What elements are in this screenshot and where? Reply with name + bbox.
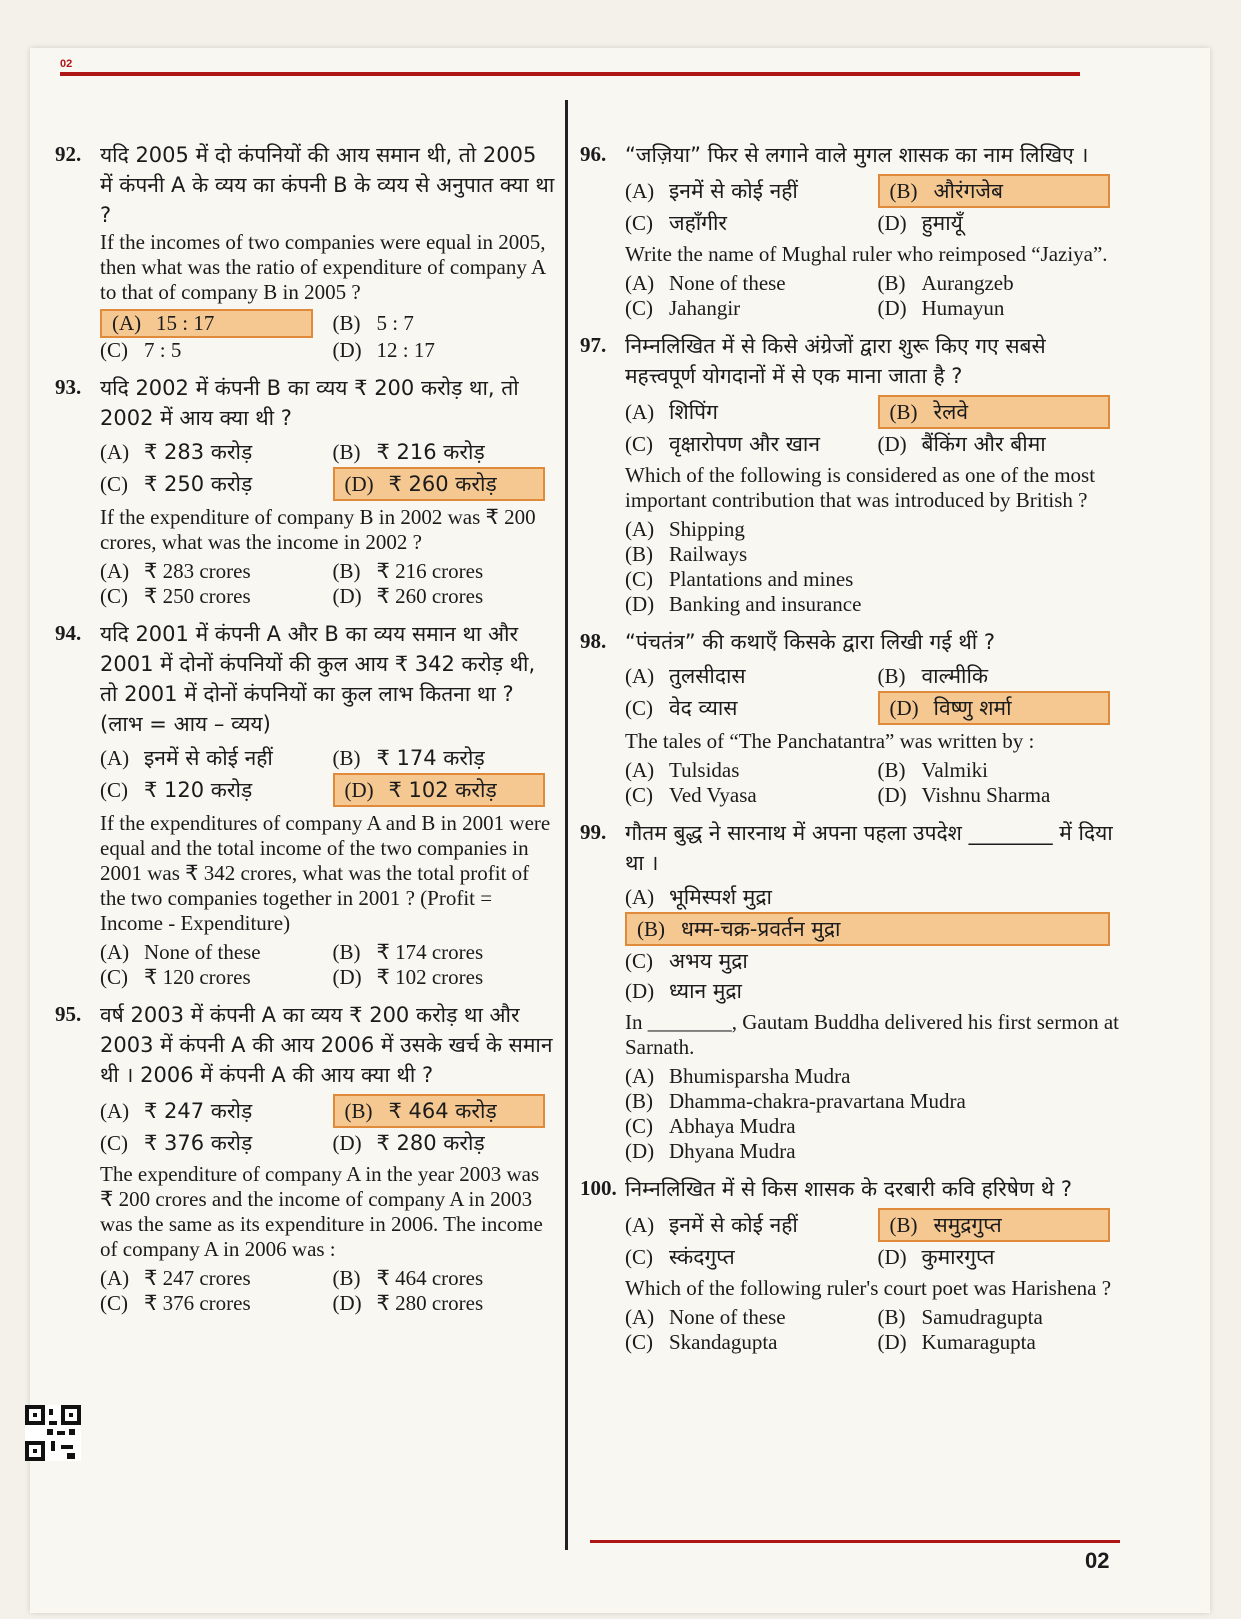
option: [625, 296, 868, 321]
option-label: (B): [332, 559, 361, 583]
option-text: औरंगजेब: [933, 179, 1003, 203]
option-label: (D): [877, 296, 907, 320]
question-text-hindi: “जज़िया” फिर से लगाने वाले मुगल शासक का नाम लिखिए ।: [625, 143, 1089, 167]
option-label: (D): [877, 211, 907, 235]
option-label: (D): [877, 783, 907, 807]
option-text: Valmiki: [921, 758, 988, 782]
option-label: (C): [100, 1131, 128, 1155]
question-text-hindi: वर्ष 2003 में कंपनी A का व्यय ₹ 200 करोड़ था और 2003 में कंपनी A की आय 2006 में उसके खर्च के समान थी । 2006 में कंपनी A की आय क्या थी ?: [100, 1003, 553, 1087]
question-text-english: If the expenditures of company A and B in 2001 were equal and the total income of the two companies in 2001 was ₹ 342 crores, what was the total profit of the two companies together in 2001 ? (Profit = Income - Expenditure): [100, 811, 551, 935]
option-correct: [625, 912, 1110, 946]
option-text: बैंकिंग और बीमा: [921, 432, 1046, 456]
option-text: ₹ 464 crores: [376, 1266, 484, 1290]
option: [100, 1266, 323, 1291]
option-text: None of these: [144, 940, 261, 964]
option-label: (A): [100, 746, 130, 770]
qr-code-icon: [25, 1405, 81, 1461]
option-text: जहाँगीर: [669, 211, 728, 235]
option-text: 15 : 17: [156, 311, 215, 335]
option-label: (A): [625, 517, 655, 541]
option-label: (A): [625, 664, 655, 688]
option-label: (B): [332, 440, 361, 464]
bottom-rule: [590, 1540, 1120, 1543]
option-correct: [878, 691, 1111, 725]
option-text: None of these: [669, 271, 786, 295]
option: [100, 467, 323, 501]
option-text: ₹ 174 crores: [376, 940, 484, 964]
option-text: ₹ 376 करोड़: [144, 1131, 253, 1155]
option: [333, 965, 556, 990]
option-text: Vishnu Sharma: [921, 783, 1051, 807]
question-text-hindi: निम्नलिखित में से किस शासक के दरबारी कवि हरिषेण थे ?: [625, 1177, 1073, 1201]
option-label: (C): [625, 211, 653, 235]
option-label: (A): [625, 400, 655, 424]
option-label: (C): [625, 696, 653, 720]
option-text: Samudragupta: [921, 1305, 1043, 1329]
option-text: वाल्मीकि: [921, 664, 989, 688]
question-body: [100, 1000, 555, 1316]
option-label: (A): [625, 885, 655, 909]
option: [878, 271, 1121, 296]
option-label: (A): [100, 559, 130, 583]
option-list: [625, 395, 1120, 459]
option: [333, 743, 556, 773]
option: [625, 1330, 868, 1355]
question-number: 99.: [580, 820, 607, 844]
option-list: [100, 559, 555, 609]
option: [625, 1064, 1120, 1089]
option-label: (D): [625, 592, 655, 616]
option-text: ₹ 216 करोड़: [376, 440, 485, 464]
option-text: Ved Vyasa: [669, 783, 757, 807]
option-label: (C): [625, 296, 653, 320]
option-text: Kumaragupta: [921, 1330, 1036, 1354]
option: [100, 965, 323, 990]
option: [625, 1305, 868, 1330]
option-label: (B): [889, 400, 918, 424]
option-label: (D): [344, 472, 374, 496]
option: [625, 592, 1120, 617]
option: [625, 661, 868, 691]
option-label: (C): [625, 949, 653, 973]
option-list: [625, 758, 1120, 808]
option: [100, 1128, 323, 1158]
option-text: Humayun: [921, 296, 1005, 320]
option-text: Dhamma-chakra-pravartana Mudra: [669, 1089, 966, 1113]
option-text: स्कंदगुप्त: [669, 1245, 735, 1269]
option: [100, 437, 323, 467]
option: [625, 395, 868, 429]
option-text: कुमारगुप्त: [921, 1245, 995, 1269]
option: [878, 429, 1121, 459]
top-rule: [60, 72, 1080, 76]
question-body: [625, 331, 1120, 617]
option-text: ₹ 247 crores: [144, 1266, 251, 1290]
question-block: [580, 818, 1120, 1164]
option-label: (B): [877, 271, 906, 295]
option: [878, 783, 1121, 808]
option: [625, 758, 868, 783]
option-label: (C): [625, 567, 653, 591]
left-column: [55, 140, 555, 1326]
option: [625, 976, 1120, 1006]
option-text: ₹ 216 crores: [376, 559, 484, 583]
option-correct: [878, 1208, 1111, 1242]
option-text: रेलवे: [933, 400, 969, 424]
option-text: ₹ 120 crores: [144, 965, 251, 989]
option-label: (C): [625, 783, 653, 807]
option: [100, 338, 323, 363]
option: [878, 758, 1121, 783]
option-label: (D): [877, 1330, 907, 1354]
option-text: तुलसीदास: [669, 664, 746, 688]
option-label: (D): [332, 1131, 362, 1155]
option-text: Jahangir: [669, 296, 741, 320]
option-label: (A): [100, 940, 130, 964]
option-label: (D): [332, 965, 362, 989]
question-body: [625, 818, 1120, 1164]
option-text: हुमायूँ: [921, 211, 963, 235]
question-number: 95.: [55, 1002, 82, 1026]
option: [625, 429, 868, 459]
question-body: [625, 140, 1120, 321]
question-number: 93.: [55, 375, 82, 399]
option-correct: [333, 773, 546, 807]
option-list: [100, 437, 555, 501]
right-column: [580, 140, 1120, 1365]
question-block: [580, 627, 1120, 808]
option-text: ₹ 102 करोड़: [388, 778, 497, 802]
option-text: अभय मुद्रा: [669, 949, 748, 973]
option-label: (B): [332, 746, 361, 770]
question-text-english: If the expenditure of company B in 2002 was ₹ 200 crores, what was the income in 2002 ?: [100, 505, 536, 554]
page-code: 02: [60, 58, 73, 70]
option-list: [625, 517, 1120, 617]
option-label: (D): [625, 1139, 655, 1163]
option: [625, 1242, 868, 1272]
option-text: ₹ 250 करोड़: [144, 472, 253, 496]
option: [625, 783, 868, 808]
question-block: [55, 1000, 555, 1316]
question-block: [580, 140, 1120, 321]
question-text-english: If the incomes of two companies were equal in 2005, then what was the ratio of expenditure of company A to that of company B in 2005 ?: [100, 230, 546, 304]
question-text-english: The tales of “The Panchatantra” was written by :: [625, 729, 1035, 753]
option: [625, 882, 1120, 912]
option-label: (C): [100, 778, 128, 802]
option-text: Aurangzeb: [921, 271, 1014, 295]
option-text: ₹ 283 crores: [144, 559, 251, 583]
option-label: (B): [625, 1089, 653, 1113]
option-text: Plantations and mines: [669, 567, 854, 591]
option-label: (D): [889, 696, 919, 720]
option-text: ₹ 102 crores: [376, 965, 484, 989]
option-label: (C): [100, 338, 128, 362]
option-label: (A): [625, 1213, 655, 1237]
option: [878, 661, 1121, 691]
option-text: ₹ 280 crores: [376, 1291, 484, 1315]
option-text: ₹ 174 करोड़: [376, 746, 485, 770]
option-label: (B): [332, 940, 361, 964]
option-text: ₹ 247 करोड़: [144, 1099, 253, 1123]
option-list: [625, 1208, 1120, 1272]
option-list: [625, 882, 1120, 1006]
option: [878, 1242, 1121, 1272]
option-label: (C): [100, 1291, 128, 1315]
question-block: [580, 1174, 1120, 1355]
question-number: 97.: [580, 333, 607, 357]
option-list: [625, 174, 1120, 238]
column-divider: [565, 100, 568, 1550]
option-text: भूमिस्पर्श मुद्रा: [669, 885, 772, 909]
question-text-hindi: यदि 2002 में कंपनी B का व्यय ₹ 200 करोड़ था, तो 2002 में आय क्या थी ?: [100, 376, 519, 430]
option-label: (A): [625, 271, 655, 295]
option-label: (C): [625, 1114, 653, 1138]
option: [878, 296, 1121, 321]
question-block: [55, 140, 555, 363]
option-text: इनमें से कोई नहीं: [144, 746, 273, 770]
option-list: [625, 271, 1120, 321]
option-text: ₹ 283 करोड़: [144, 440, 253, 464]
question-block: [55, 619, 555, 990]
option: [333, 309, 556, 338]
option-label: (B): [625, 542, 653, 566]
option: [625, 567, 1120, 592]
option-text: धम्म-चक्र-प्रवर्तन मुद्रा: [681, 917, 841, 941]
page-number: 02: [1085, 1548, 1110, 1573]
option: [878, 1305, 1121, 1330]
option-label: (D): [625, 979, 655, 1003]
option-text: Banking and insurance: [669, 592, 862, 616]
option: [333, 584, 556, 609]
question-text-hindi: यदि 2005 में दो कंपनियों की आय समान थी, तो 2005 में कंपनी A के व्यय का कंपनी B के व्यय से अनुपात क्या था ?: [100, 143, 555, 227]
option-text: Railways: [669, 542, 748, 566]
option-label: (B): [344, 1099, 373, 1123]
question-text-english: Which of the following is considered as one of the most important contribution that was introduced by British ?: [625, 463, 1096, 512]
question-text-hindi: निम्नलिखित में से किसे अंग्रेजों द्वारा शुरू किए गए सबसे महत्त्वपूर्ण योगदानों में से एक माना जाता है ?: [625, 334, 1046, 388]
question-text-english: Write the name of Mughal ruler who reimposed “Jaziya”.: [625, 242, 1108, 266]
option: [625, 946, 1120, 976]
option-text: ₹ 260 करोड़: [388, 472, 497, 496]
question-number: 98.: [580, 629, 607, 653]
option: [333, 940, 556, 965]
option-text: ध्यान मुद्रा: [669, 979, 742, 1003]
option-text: ₹ 376 crores: [144, 1291, 251, 1315]
option-label: (A): [625, 758, 655, 782]
option-label: (C): [100, 472, 128, 496]
question-body: [100, 373, 555, 609]
option-label: (A): [112, 311, 142, 335]
option-correct: [878, 395, 1111, 429]
option: [100, 1094, 323, 1128]
option-list: [100, 1266, 555, 1316]
option-correct: [333, 467, 546, 501]
option-list: [100, 940, 555, 990]
option-label: (D): [877, 432, 907, 456]
question-body: [100, 140, 555, 363]
option: [100, 559, 323, 584]
option-correct: [100, 309, 313, 338]
option-correct: [878, 174, 1111, 208]
option-text: वेद व्यास: [669, 696, 738, 720]
option-label: (A): [625, 179, 655, 203]
option-list: [625, 1064, 1120, 1164]
option-label: (A): [100, 1099, 130, 1123]
question-text-english: Which of the following ruler's court poet was Harishena ?: [625, 1276, 1112, 1300]
option: [333, 1291, 556, 1316]
option-list: [100, 1094, 555, 1158]
option: [625, 174, 868, 208]
option-label: (D): [332, 1291, 362, 1315]
option-text: इनमें से कोई नहीं: [669, 179, 798, 203]
option-label: (C): [625, 1330, 653, 1354]
option-label: (B): [877, 1305, 906, 1329]
question-text-english: In ________, Gautam Buddha delivered his first sermon at Sarnath.: [625, 1010, 1119, 1059]
question-text-hindi: यदि 2001 में कंपनी A और B का व्यय समान था और 2001 में दोनों कंपनियों की कुल आय ₹ 342 करोड़ थी, तो 2001 में दोनों कंपनियों का कुल लाभ कितना था ? (लाभ = आय – व्यय): [100, 622, 536, 736]
option-label: (B): [332, 311, 361, 335]
option: [333, 338, 556, 363]
option: [100, 584, 323, 609]
option-list: [100, 309, 555, 363]
option-text: इनमें से कोई नहीं: [669, 1213, 798, 1237]
option-text: समुद्रगुप्त: [933, 1213, 1002, 1237]
option-label: (B): [877, 664, 906, 688]
question-body: [625, 627, 1120, 808]
option-label: (C): [100, 965, 128, 989]
question-text-hindi: गौतम बुद्ध ने सारनाथ में अपना पहला उपदेश ________ में दिया था ।: [625, 821, 1113, 875]
option-correct: [333, 1094, 546, 1128]
option: [333, 1128, 556, 1158]
option: [625, 542, 1120, 567]
question-text-hindi: “पंचतंत्र” की कथाएँ किसके द्वारा लिखी गई थीं ?: [625, 630, 996, 654]
option: [625, 1089, 1120, 1114]
option: [625, 691, 868, 725]
option: [625, 1208, 868, 1242]
option-label: (A): [100, 440, 130, 464]
option: [333, 437, 556, 467]
option: [625, 271, 868, 296]
question-number: 96.: [580, 142, 607, 166]
option-label: (D): [877, 1245, 907, 1269]
option-label: (C): [625, 1245, 653, 1269]
option-text: Skandagupta: [669, 1330, 778, 1354]
question-number: 92.: [55, 142, 82, 166]
question-block: [55, 373, 555, 609]
option-text: वृक्षारोपण और खान: [669, 432, 821, 456]
option-label: (D): [332, 338, 362, 362]
question-number: 100.: [580, 1176, 617, 1200]
option: [625, 208, 868, 238]
option-text: Abhaya Mudra: [669, 1114, 796, 1138]
question-text-english: The expenditure of company A in the year 2003 was ₹ 200 crores and the income of company A in 2003 was the same as its expenditure in 2006. The income of company A in 2006 was :: [100, 1162, 543, 1261]
option-list: [625, 661, 1120, 725]
option: [333, 559, 556, 584]
option-text: ₹ 250 crores: [144, 584, 251, 608]
option: [100, 773, 323, 807]
option-label: (B): [637, 917, 665, 941]
option-text: ₹ 260 crores: [376, 584, 484, 608]
option: [625, 517, 1120, 542]
option-list: [625, 1305, 1120, 1355]
option-text: Bhumisparsha Mudra: [669, 1064, 851, 1088]
option-label: (B): [877, 758, 906, 782]
option-text: शिपिंग: [669, 400, 718, 424]
option-list: [100, 743, 555, 807]
question-number: 94.: [55, 621, 82, 645]
option-text: Tulsidas: [669, 758, 740, 782]
option-label: (B): [889, 1213, 918, 1237]
option: [333, 1266, 556, 1291]
option-text: 12 : 17: [376, 338, 435, 362]
option: [100, 743, 323, 773]
option-text: ₹ 464 करोड़: [388, 1099, 497, 1123]
option: [878, 1330, 1121, 1355]
option-text: ₹ 280 करोड़: [376, 1131, 485, 1155]
option-label: (A): [100, 1266, 130, 1290]
option-text: Dhyana Mudra: [669, 1139, 796, 1163]
option-label: (D): [344, 778, 374, 802]
question-block: [580, 331, 1120, 617]
option-label: (B): [889, 179, 918, 203]
option: [625, 1114, 1120, 1139]
option-label: (C): [100, 584, 128, 608]
option: [878, 208, 1121, 238]
option-text: Shipping: [669, 517, 745, 541]
option: [625, 1139, 1120, 1164]
option-text: ₹ 120 करोड़: [144, 778, 253, 802]
option: [100, 1291, 323, 1316]
option-label: (D): [332, 584, 362, 608]
option-label: (A): [625, 1064, 655, 1088]
option-text: 7 : 5: [144, 338, 182, 362]
option-text: None of these: [669, 1305, 786, 1329]
option-text: विष्णु शर्मा: [933, 696, 1012, 720]
question-body: [625, 1174, 1120, 1355]
option-text: 5 : 7: [376, 311, 414, 335]
option-label: (C): [625, 432, 653, 456]
option-label: (A): [625, 1305, 655, 1329]
option-label: (B): [332, 1266, 361, 1290]
option: [100, 940, 323, 965]
question-body: [100, 619, 555, 990]
